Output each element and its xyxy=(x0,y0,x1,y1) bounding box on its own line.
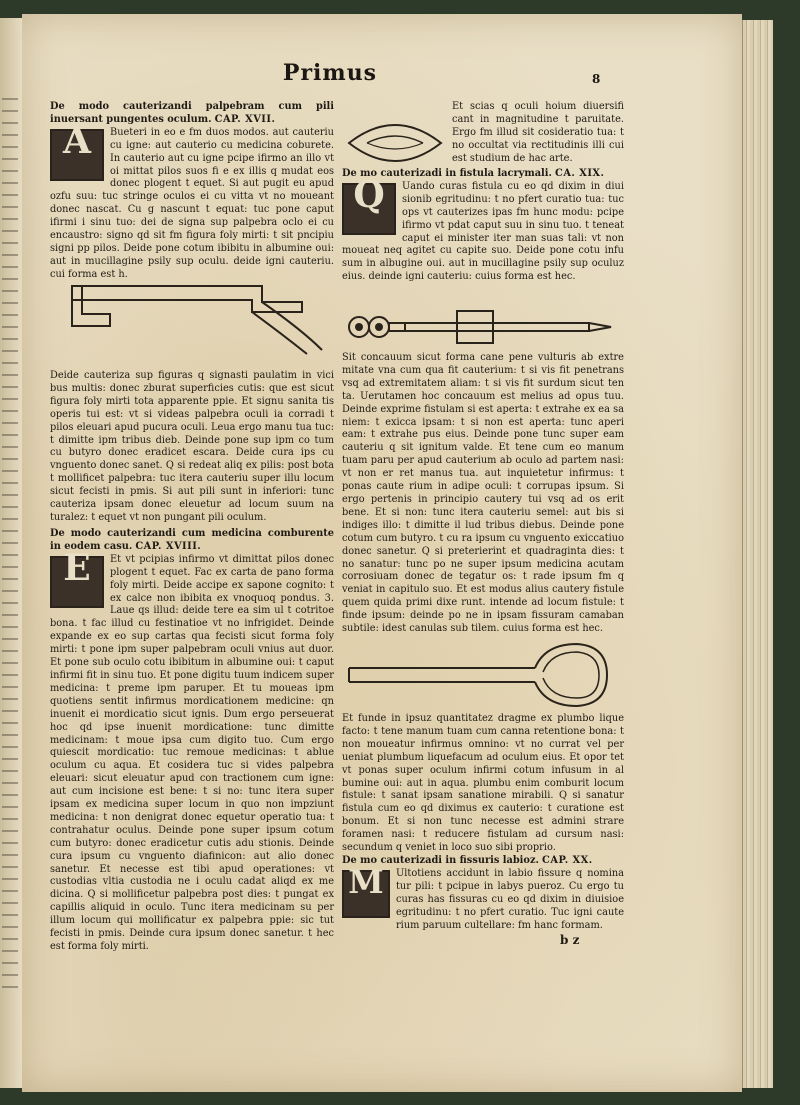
chapter-19-closing-text: Et funde in ipsuz quantitatez dragme ex plumbo lique facto: t tene manum tuam cum canna retentione bona: t non moueatur infirmus omnino: vt no currat vel per ueniat plumbum liquefacum ad oculum eius. Et opor tet vt ponas super oculum infirmi cotum infusum in al bumine oui: aut in aqua. plumbu enim comburit locum fistule: t sanat ipsam sanatione mirabili. Q si sanatur fistula cum eo qd diximus ex cauterio: t curatione est bonum. Et si non tunc necesse est admini strare foramen nasi: t reducere fistulam ad cursum nasi: secundum q veniet in loco suo sibi proprio. xyxy=(342,713,624,854)
folio-number: 8 xyxy=(592,72,601,86)
right-column-chapter-20 xyxy=(342,855,624,932)
chapter-heading: De modo cauterizandi cum medicina comburente in eodem casu. xyxy=(50,528,334,552)
chapter-18-heading xyxy=(50,528,334,554)
page-edges xyxy=(742,20,773,1088)
eye-shaped-figure xyxy=(345,115,445,171)
chapter-18-text: Et vt pcipias infirmo vt dimittat pilos donec plogent t equet. Fac ex carta de pano forma foly mirti. Deide accipe ex sapone cognito: t ex calce non ibibita ex vnoquoq pondus. 3. Laue qs illud: deide tere ea sim ul t cotritoe bona. t fac illud cu festinatioe vt no infrigidet. Deinde expande ex eo sup cartas qua fecisti sicut forma foly mirti: t pone ipm super palpebram oculi vnius aut duor. Et pone sub oculo cotu ibibitum in albumine oui: t caput infirmi fit in sinu tuo. Et pone digitu tuum indicem super medicina: t preme ipm paruper. Et tu moueas ipm quotiens sentit infirmus mordicationem medicine: qn inuenit ei mordicatio sicut ignis. Dum ergo perseuerat hoc qd ipse inuenit mordicatione: tunc dimitte medicinam: t moue ipsa cum digito tuo. Cum ergo quiescit mordicatio: tuc remoue medicinas: t ablue oculum cu aqua. Et cosidera tuc si vides palpebra eleuari: sicut eleuatur apud con tractionem cum igne: aut cum incisione est bene: t si no: tunc itera super ipsam ex medicina super locum in quo non impziunt medicina: t non denigrat donec equetur operatio tua: t contrahatur oculus. Deinde pone super ipsum cotum cum butyro: donec eradicetur cutis adu stionis. Deinde cura ipsum cu vnguento diafinicon: aut alio donec sanetur. Et necesse est tibi apud operationes: vt custodias vltia custodia ne i oculu cadat aliqd ex me dicina. Q si mollificetur palpebra post dies: t pungat ex capillis aliquid in oculo. Tunc itera medicinam su per illum locum qui mollificatur ex palpebra ppie: sic tut fecisti in pmis. Deinde cura ipsum donec sanetur. t hec est forma foly mirti. xyxy=(50,553,334,952)
chapter-19-continuation: Sit concauum sicut forma cane pene vulturis ab extre mitate vna cum qua fit cauterium: t si vis fit penetrans vsq ad extremitatem aliam: t si vis fit surdum sicut ten ta. Uerutamen hoc concauum est melius ad opus tuu. Deinde exprime fistulam si est aperta: t extrahe ex ea sa niem: t exicca ipsam: t si non est aperta: tunc aperi eam: t extrahe pus eius. Deinde pone tunc super eam cauteriu q sit ignitum valde. Et tene cum eo manum tuam paru per apud cauterium ab oculo ad partem nasi: vt non er ret manus tua. aut inquietetur infirmus: t ponas caute rium in adipe oculi: t corrupas ipsum. Si ergo pertenis in principio cautery tui vsq ad os erit bene. Et si non: tunc itera cauteriu semel: aut bis si indiges illo: t dimitte il lud tribus diebus. Deinde pone cotum cum butyro. t cu ra ipsum cu vnguento exiccatiuo donec sanetur. Q si preterierint et quadraginta dies: t no sanatur: tunc po ne super ipsum medicina acutam corrosiuam donec de tegatur os: t rade ipsum fm q veniat in capitulo suo. Et est modus alius cautery fistule quem quida primi dixe runt. intende ad locum fistule: t finde ipsum: deinde po ne in ipsam fissuram camaban subtile: idest canulas sub tilem. cuius forma est hec. xyxy=(342,352,624,635)
canula-figure xyxy=(345,640,620,710)
chapter-17-heading xyxy=(50,101,334,127)
chapter-heading: De modo cauterizandi palpebram cum pili inuersant pungentes oculum. xyxy=(50,101,334,125)
left-column-chapter-18 xyxy=(50,528,334,954)
right-column-chapter-19-end xyxy=(342,713,624,855)
decorated-initial: A xyxy=(50,129,104,181)
left-column-chapter-17 xyxy=(50,101,334,282)
chapter-number: CAP. XVII. xyxy=(214,113,276,125)
chapter-17-continuation: Deide cauteriza sup figuras q signasti paulatim in vici bus multis: donec zburat superficies cutis: que est sicut figura foly mirti tota apparente ppie. Et signu sanita tis operis tui est: vt si videas palpebra oculi ia corradi t pilos eleuari apud pucura oculi. Leua ergo manu tua tuc: t dimitte ipm tribus dieb. Deinde pone sup ipm co tum cu butyro donec eradicet escara. Deide cura ips cu vnguento donec sanet. Q si redeat aliq ex pilis: post bota t mollificet palpebra: tuc itera cauteriu super illu locum sicut fecisti in pmis. Si aut pili sunt in inferiori: tunc cauteriza ipsam donec eleuetur ad locum suum na turalez: t equet vt non pungant pili oculum. xyxy=(50,370,334,523)
signature-mark: b z xyxy=(560,933,580,947)
chapter-heading: De mo cauterizadi in fistula lacrymali. xyxy=(342,168,552,179)
decorated-initial: E xyxy=(50,556,104,608)
right-column-chapter-19-cont xyxy=(342,352,624,636)
chapter-20-heading xyxy=(342,855,624,868)
intro-text: Et scias q oculi hoium diuersifi cant in magnitudine t paruitate. Ergo fm illud sit cosideratio tua: t no occultat via rectitudinis illi cui est studium de hac arte. xyxy=(452,101,624,164)
left-page-gutter-text xyxy=(2,98,18,998)
chapter-number: CAP. XX. xyxy=(542,855,593,866)
chapter-number: CAP. XVIII. xyxy=(135,540,202,552)
cautery-instrument-figure-2 xyxy=(345,305,620,351)
running-title: Primus xyxy=(282,60,378,86)
chapter-17-text: Bueteri in eo e fm duos modos. aut cauteriu cu igne: aut cauterio cu medicina coburete. In cauterio aut cu igne pcipe ifirmo an illo vt oi mittat pilos suos fi e ex illis q mudat eos donec plogent t equet. Si aut pugit eu apud ozfu suu: tuc stringe oculos ei cu vitta vt no moueant donec nascat. Cu g nascunt t equat: tuc pone caput ifirmi i sinu tuo: dei de signa sup palpebra oclo ei cu encaustro: signo qd sit fm figura foly mirti: t sit pncipiu signi pp pilos. Deide pone cotum ibibitu in albumine oui: aut in mucillagine psily sup oculu. deide igni cauteriu. cui forma est h. xyxy=(50,126,334,280)
chapter-number: CA. XIX. xyxy=(555,168,605,179)
left-page-edge xyxy=(0,18,23,1088)
chapter-heading: De mo cauterizadi in fissuris labioz. xyxy=(342,855,539,866)
right-column-intro xyxy=(452,101,624,166)
chapter-20-text: Ultotiens accidunt in labio fissure q nomina tur pili: t pcipue in labys pueroz. Cu ergo tu curas has fissuras cu eo qd dixim in diuisioe egritudinu: t no pfert curatio. Tuc igni caute rium paruum cultellare: fm hanc formam. xyxy=(396,867,624,931)
decorated-initial: Q xyxy=(342,183,396,235)
left-column-chapter-17-cont xyxy=(50,370,334,525)
cautery-instrument-figure-1 xyxy=(52,280,337,360)
right-column-chapter-19 xyxy=(342,168,624,284)
chapter-19-text: Uando curas fistula cu eo qd dixim in diui sionib egritudinu: t no pfert curatio tua: tuc ops vt cauterizes ipas fm hunc modu: pcipe ifirmo vt pdat caput suu in sinu tuo. t teneat caput ei minister iter man suas tali: vt non moueat neq agitet cu capite suo. Deide pone cotu infu sum in albugine oui. aut in mucillagine psily sup oculuz eius. deinde igni cauteriu: cuius forma est hec. xyxy=(342,180,624,283)
decorated-initial: M xyxy=(342,870,390,918)
